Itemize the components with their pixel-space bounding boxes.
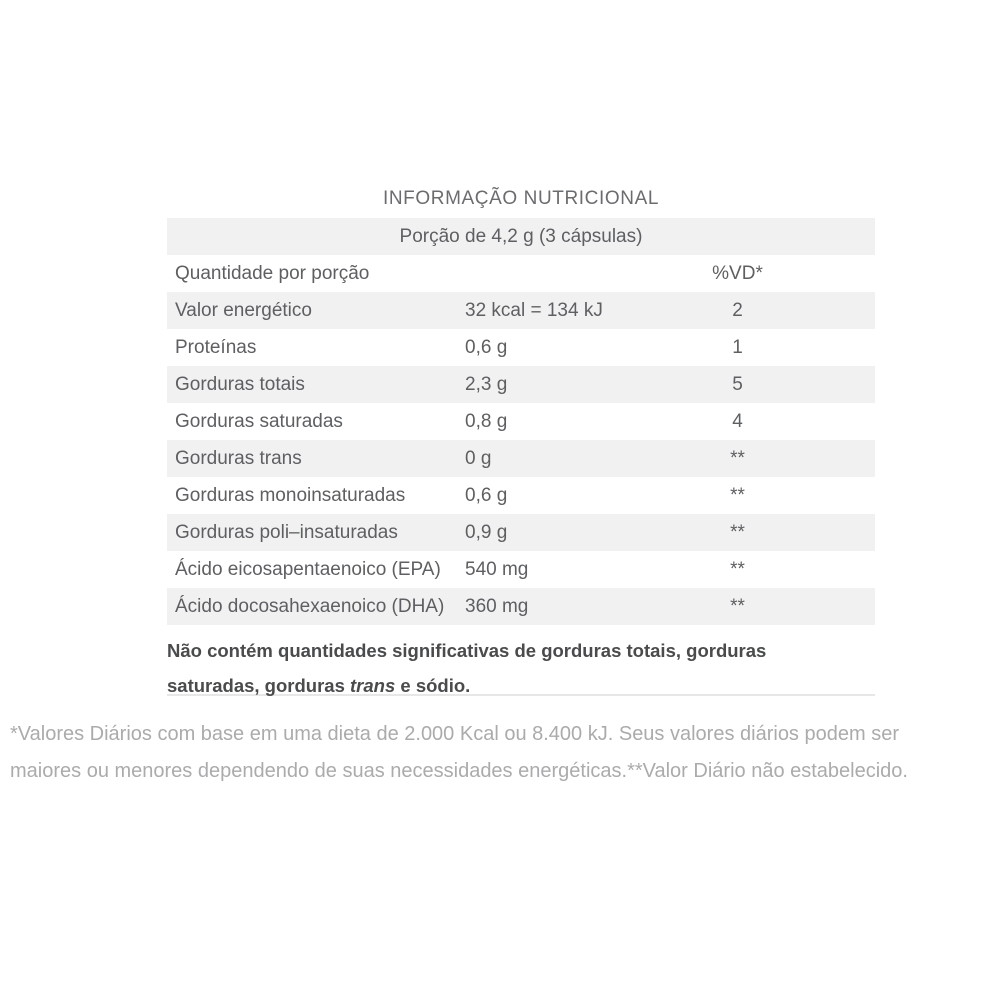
nutrient-name: Ácido docosahexaenoico (DHA) — [175, 596, 445, 617]
table-row-gorduras-poli-insaturadas — [167, 514, 875, 551]
nutrient-dv: 1 — [732, 337, 743, 358]
note-line-1: Não contém quantidades significativas de gorduras totais, gorduras — [167, 640, 767, 661]
nutrient-amount: 360 mg — [465, 596, 529, 617]
nutrient-dv: 2 — [732, 300, 743, 321]
daily-values-footnote — [10, 716, 990, 790]
table-row-gorduras-totais — [167, 366, 875, 403]
no-significant-amounts-note — [167, 625, 875, 696]
nutrient-dv: ** — [730, 485, 745, 506]
nutrient-name: Proteínas — [175, 337, 257, 358]
nutrient-dv: ** — [730, 559, 745, 580]
footnote-line-1: *Valores Diários com base em uma dieta de 2.000 Kcal ou 8.400 kJ. Seus valores diários podem ser — [10, 723, 899, 745]
nutrient-amount: 0,6 g — [465, 337, 508, 358]
footnote-line-2: maiores ou menores dependendo de suas necessidades energéticas.**Valor Diário não estabelecido. — [10, 760, 908, 782]
table-row-dha — [167, 588, 875, 625]
note-line-2: saturadas, gorduras trans e sódio. — [167, 675, 471, 696]
serving-size-row — [167, 218, 875, 255]
note-trans-italic: trans — [350, 675, 396, 696]
nutrient-name: Gorduras totais — [175, 374, 305, 395]
table-row-gorduras-saturadas — [167, 403, 875, 440]
table-row-epa — [167, 551, 875, 588]
nutrient-amount: 0,9 g — [465, 522, 508, 543]
nutrition-table — [167, 218, 875, 696]
column-header-daily-value: %VD* — [712, 263, 763, 284]
nutrient-name: Gorduras saturadas — [175, 411, 343, 432]
nutrient-dv: ** — [730, 448, 745, 469]
nutrient-name: Gorduras poli–insaturadas — [175, 522, 398, 543]
table-row-valor-energetico — [167, 292, 875, 329]
nutrient-name: Ácido eicosapentaenoico (EPA) — [175, 559, 441, 580]
nutrient-amount: 0 g — [465, 448, 492, 469]
nutrient-name: Gorduras monoinsaturadas — [175, 485, 406, 506]
nutrient-amount: 32 kcal = 134 kJ — [465, 300, 603, 321]
nutrient-dv: ** — [730, 522, 745, 543]
table-row-proteinas — [167, 329, 875, 366]
nutrient-amount: 0,8 g — [465, 411, 508, 432]
table-header-row — [167, 255, 875, 292]
nutrient-amount: 2,3 g — [465, 374, 508, 395]
nutrient-amount: 0,6 g — [465, 485, 508, 506]
serving-size-text: Porção de 4,2 g (3 cápsulas) — [399, 225, 643, 247]
nutrient-dv: 4 — [732, 411, 743, 432]
nutrient-name: Gorduras trans — [175, 448, 302, 469]
table-row-gorduras-monoinsaturadas — [167, 477, 875, 514]
column-header-quantity: Quantidade por porção — [175, 263, 370, 284]
table-title: INFORMAÇÃO NUTRICIONAL — [382, 188, 660, 209]
nutrient-dv: 5 — [732, 374, 743, 395]
nutrient-amount: 540 mg — [465, 559, 529, 580]
table-row-gorduras-trans — [167, 440, 875, 477]
nutrient-name: Valor energético — [175, 300, 312, 321]
nutrient-dv: ** — [730, 596, 745, 617]
